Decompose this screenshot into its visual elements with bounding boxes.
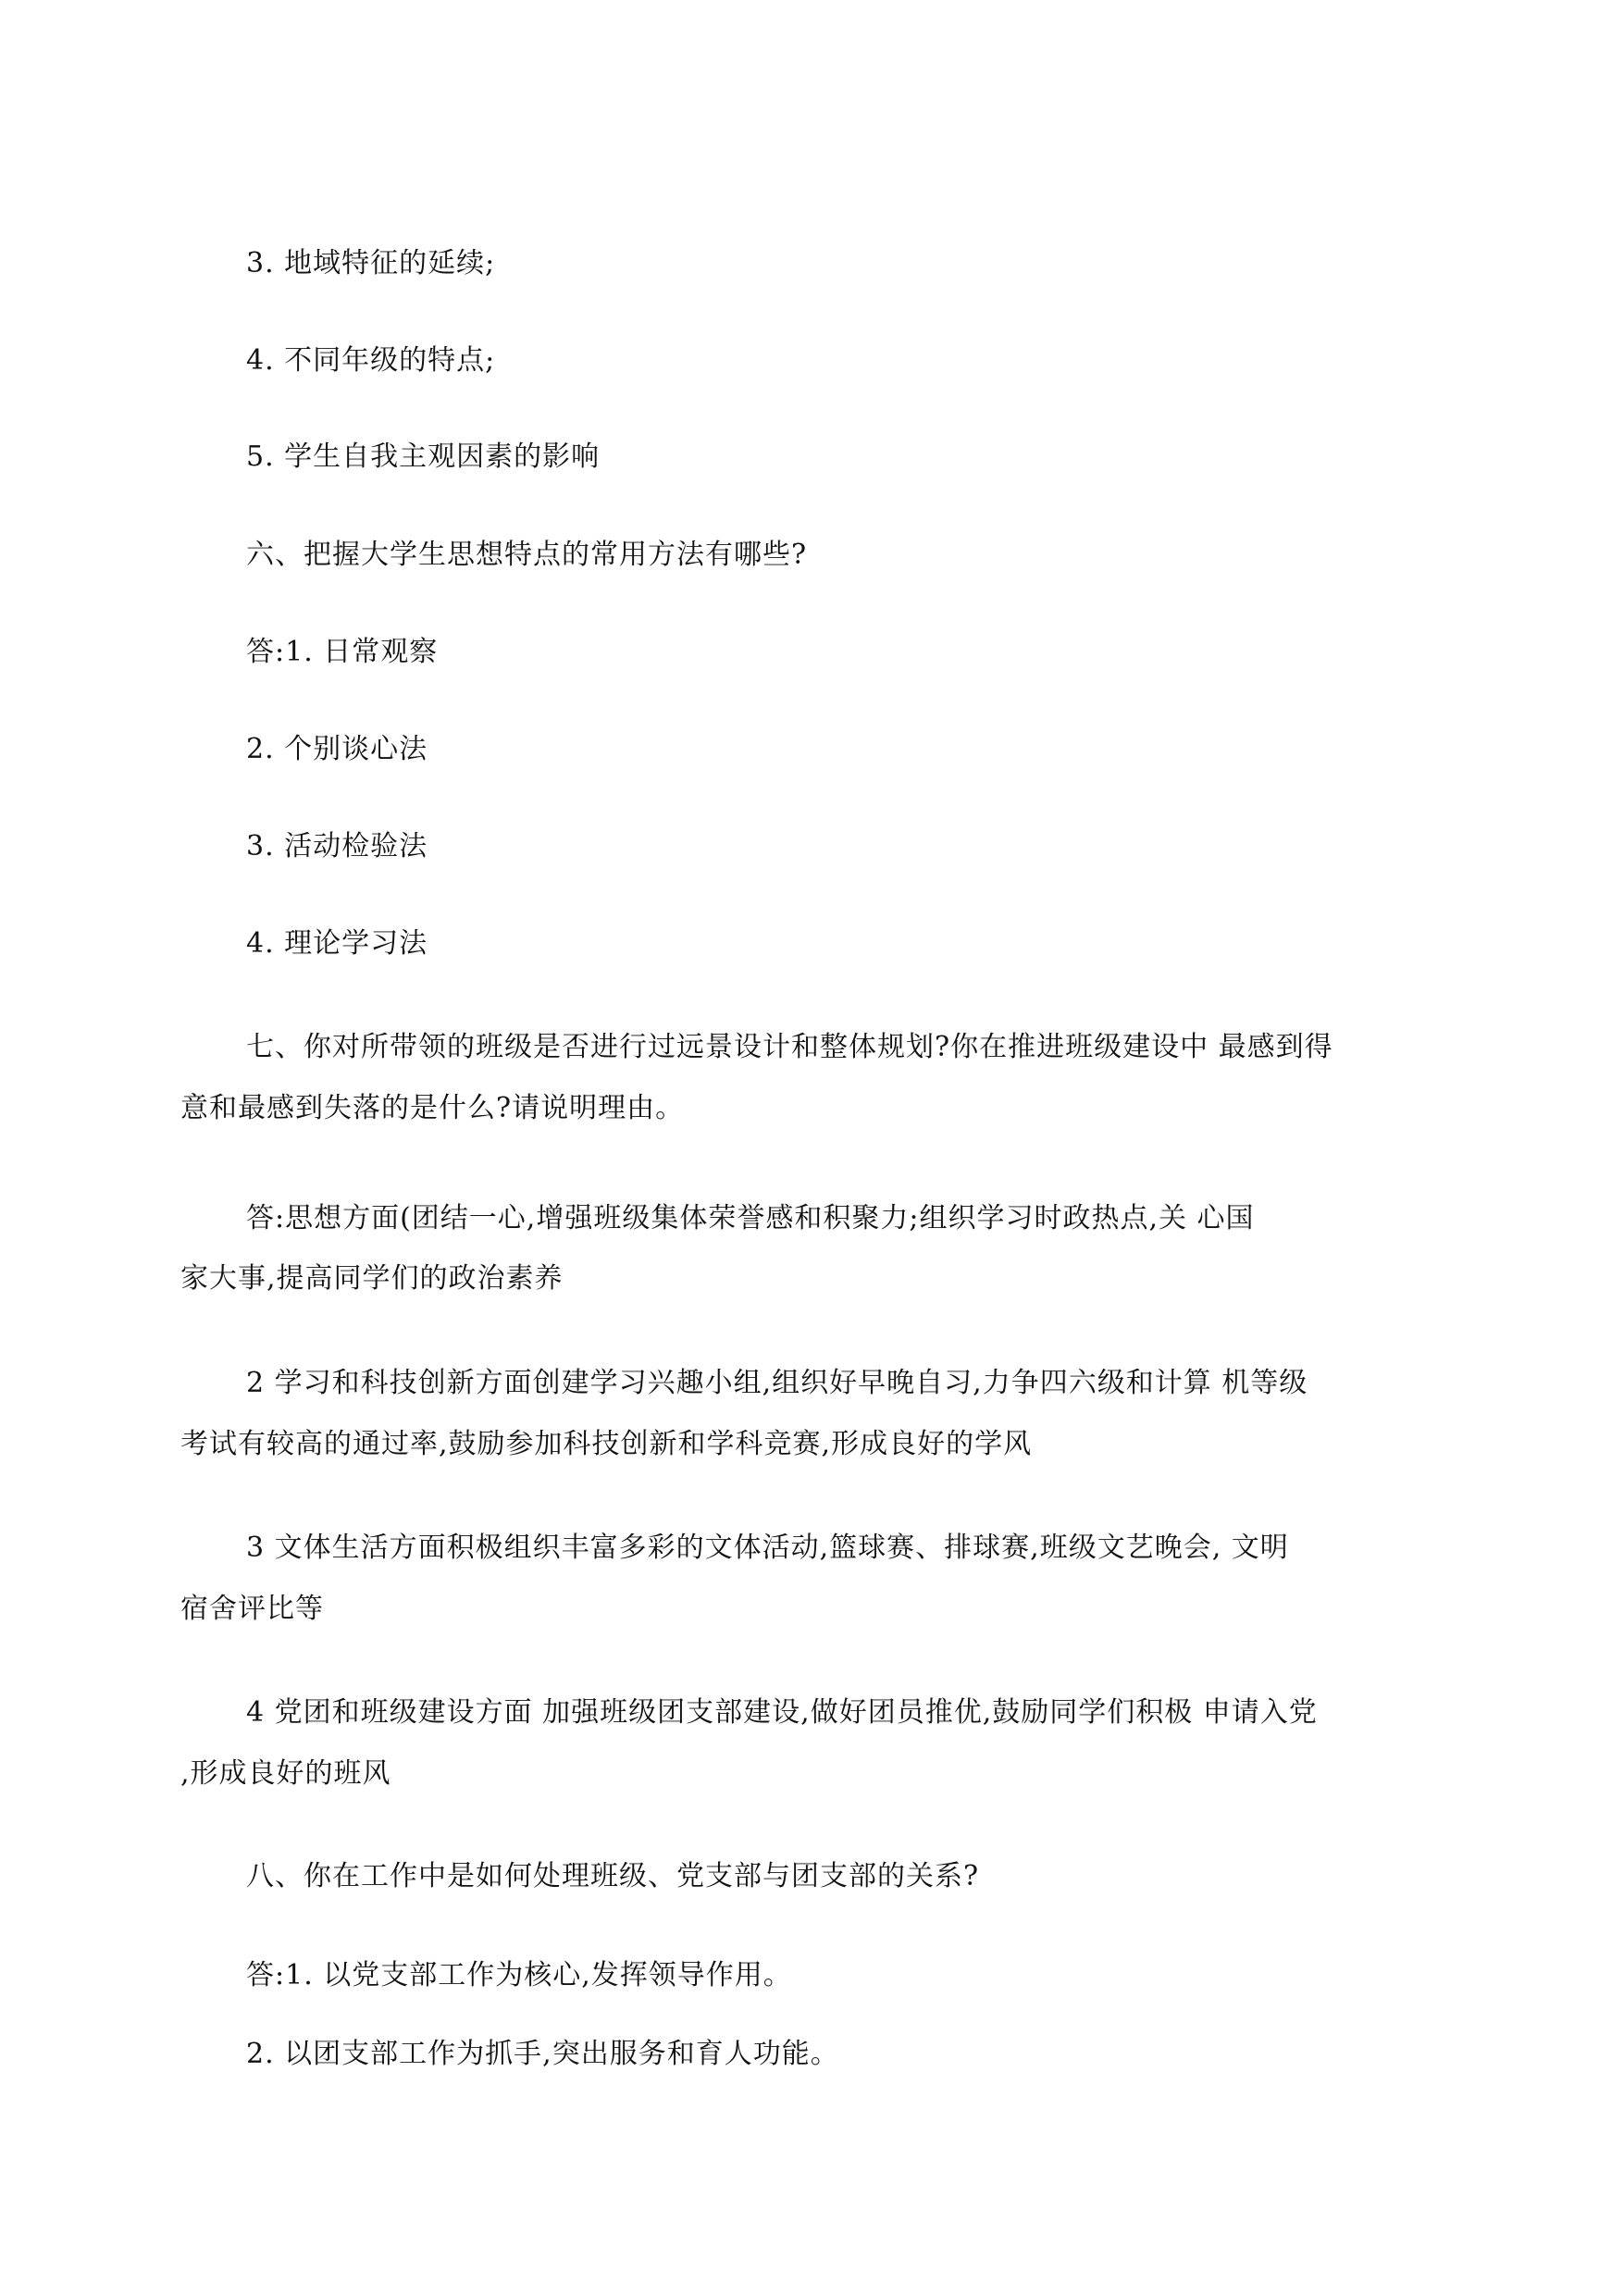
question-7-answer-p4-line2: ,形成良好的班风 xyxy=(180,1757,391,1790)
question-6-answer-3: 3. 活动检验法 xyxy=(246,830,428,862)
question-7-title-line1: 七、你对所带领的班级是否进行过远景设计和整体规划?你在推进班级建设中 最感到得 xyxy=(246,1031,1333,1063)
question-7-answer-p4-line1: 4 党团和班级建设方面 加强班级团支部建设,做好团员推优,鼓励同学们积极 申请入党 xyxy=(246,1696,1318,1729)
question-8-title: 八、你在工作中是如何处理班级、党支部与团支部的关系? xyxy=(246,1860,980,1892)
question-6-title: 六、把握大学生思想特点的常用方法有哪些? xyxy=(246,539,808,571)
question-7-title-line2: 意和最感到失落的是什么?请说明理由。 xyxy=(180,1092,685,1124)
question-7-answer-p2-line1: 2 学习和科技创新方面创建学习兴趣小组,组织好早晚自习,力争四六级和计算 机等级 xyxy=(246,1367,1308,1399)
question-7-answer-p3-line2: 宿舍评比等 xyxy=(180,1593,324,1625)
question-7-answer-p1-line2: 家大事,提高同学们的政治素养 xyxy=(180,1262,564,1295)
question-8-answer-1: 答:1. 以党支部工作为核心,发挥领导作用。 xyxy=(246,1959,792,1991)
list-item-3: 3. 地域特征的延续; xyxy=(246,247,496,279)
question-6-answer-4: 4. 理论学习法 xyxy=(246,927,428,960)
question-8-answer-2: 2. 以团支部工作为抓手,突出服务和育人功能。 xyxy=(246,2038,839,2070)
list-item-5: 5. 学生自我主观因素的影响 xyxy=(246,440,601,473)
question-6-answer-2: 2. 个别谈心法 xyxy=(246,733,428,765)
question-7-answer-p1-line1: 答:思想方面(团结一心,增强班级集体荣誉感和积聚力;组织学习时政热点,关 心国 xyxy=(246,1202,1255,1234)
question-7-answer-p2-line2: 考试有较高的通过率,鼓励参加科技创新和学科竞赛,形成良好的学风 xyxy=(180,1428,1033,1460)
question-7-answer-p3-line1: 3 文体生活方面积极组织丰富多彩的文体活动,篮球赛、排球赛,班级文艺晚会, 文明 xyxy=(246,1532,1289,1564)
question-6-answer-1: 答:1. 日常观察 xyxy=(246,636,439,668)
list-item-4: 4. 不同年级的特点; xyxy=(246,344,496,377)
